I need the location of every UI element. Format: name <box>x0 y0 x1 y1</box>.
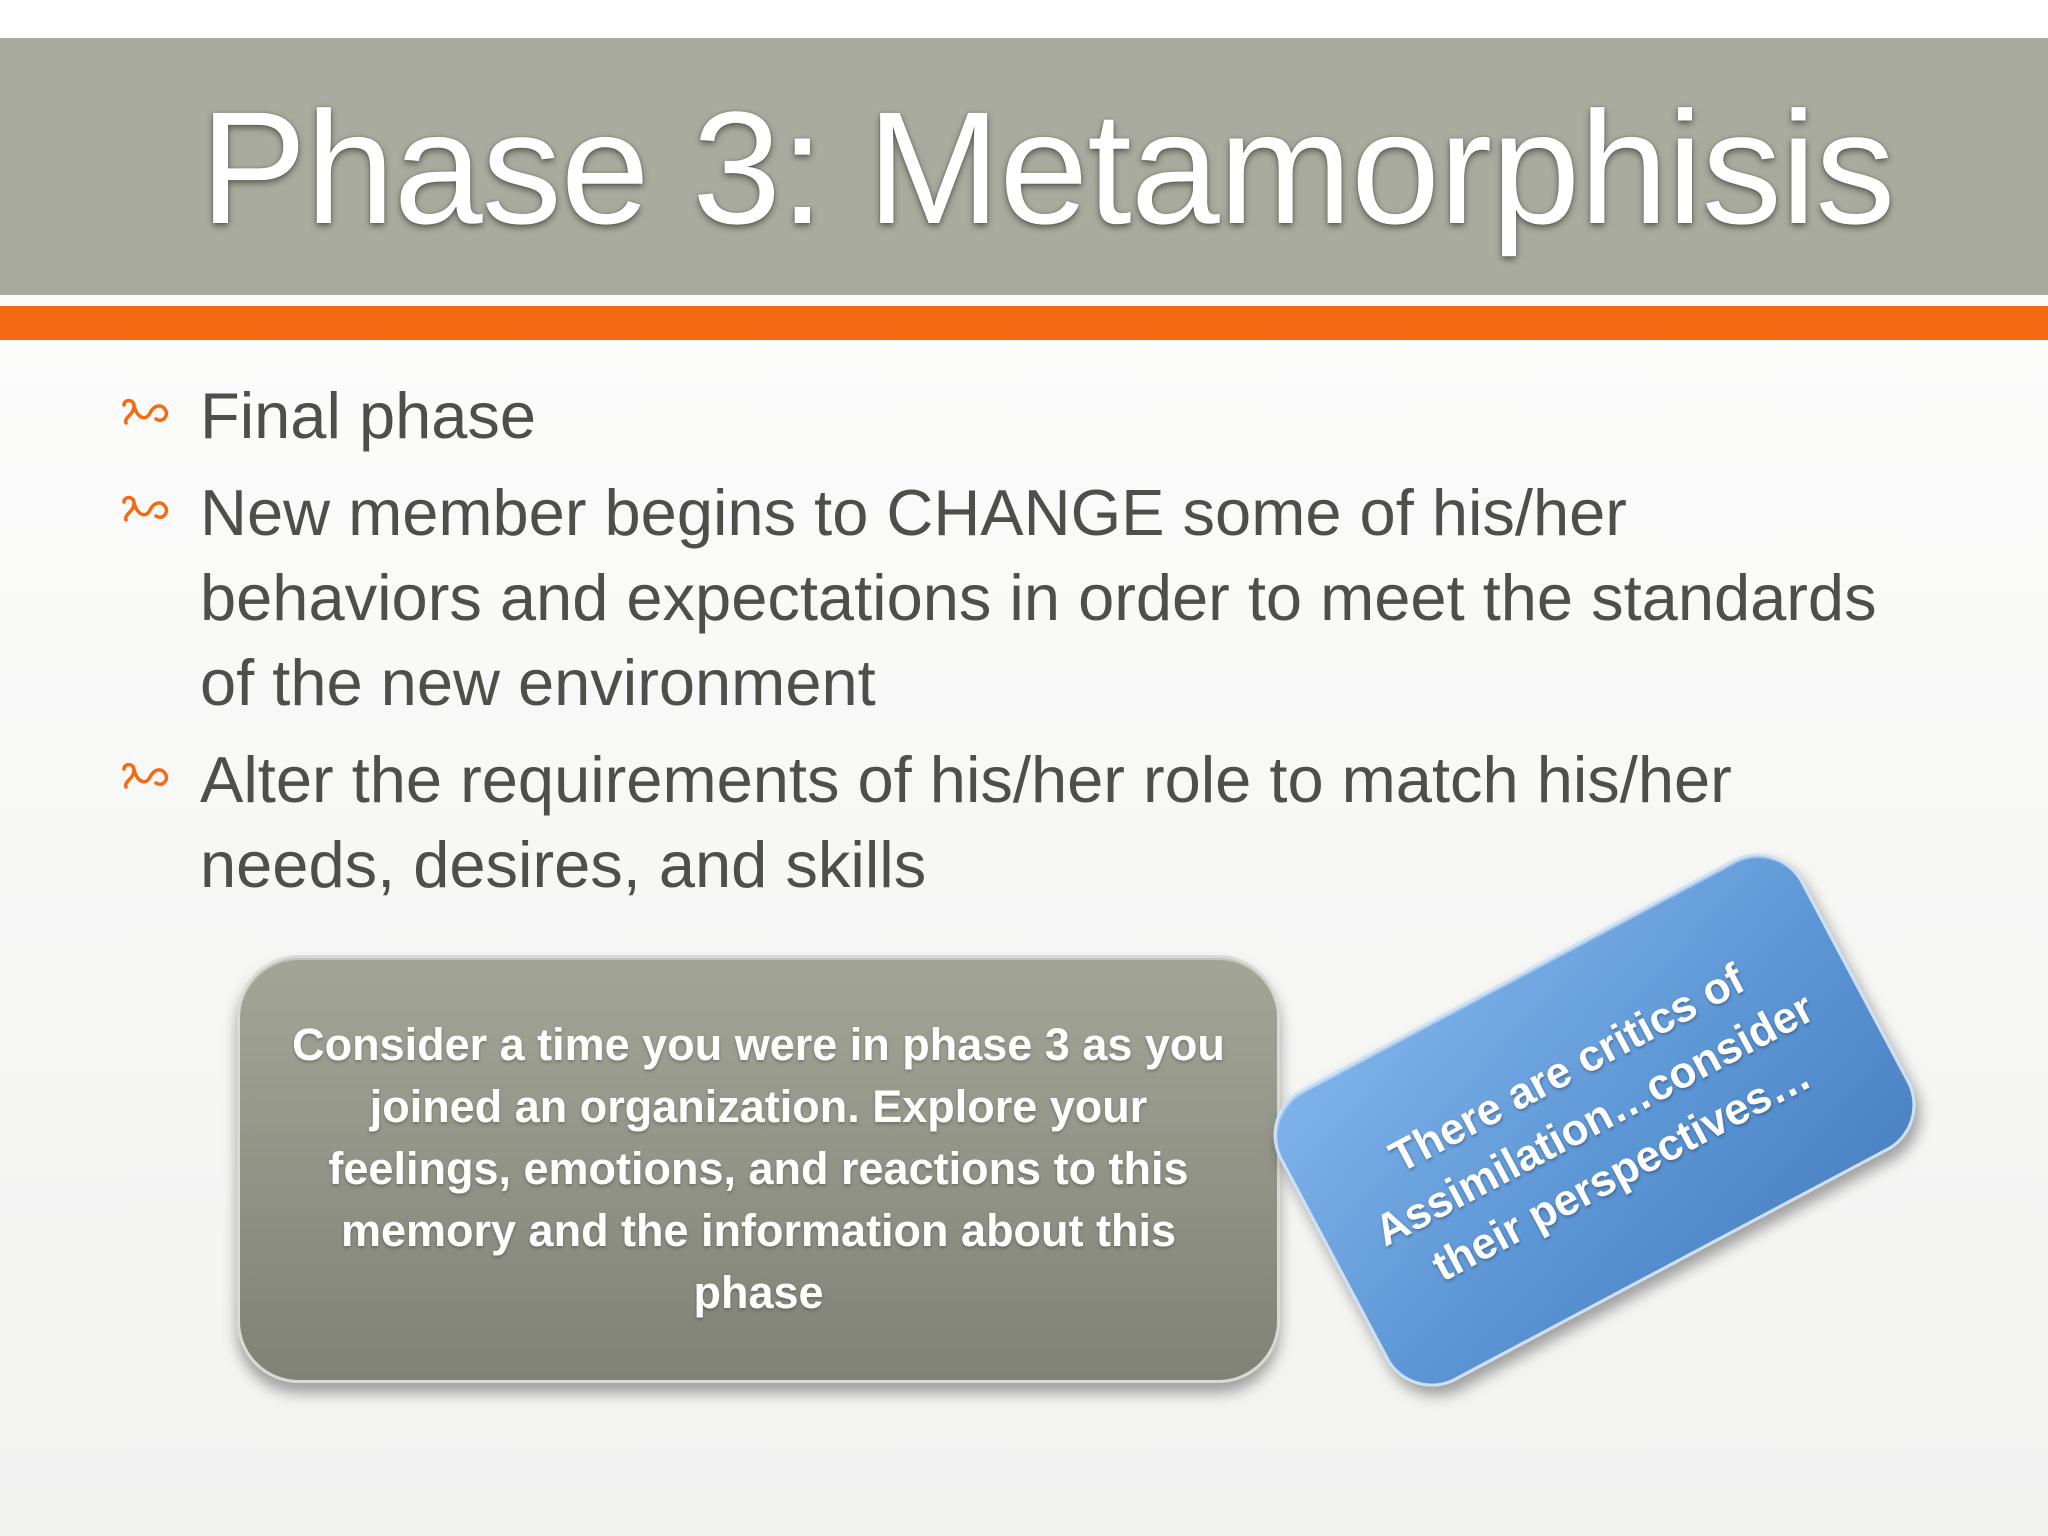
bullet-item <box>118 470 1878 725</box>
reflection-callout-text: Consider a time you were in phase 3 as you joined an organization. Explore your feelings, emotions, and reactions to this memory and the information about this phase <box>292 1019 1225 1318</box>
scroll-bullet-icon <box>120 761 170 791</box>
bullet-list <box>118 373 1878 919</box>
critics-callout <box>1255 835 1934 1405</box>
scroll-bullet-icon <box>120 397 170 427</box>
slide-title: Phase 3: Metamorphisis <box>200 78 1895 257</box>
scroll-bullet-icon <box>120 494 170 524</box>
bullet-text: Alter the requirements of his/her role to match his/her needs, desires, and skills <box>200 743 1732 901</box>
reflection-callout <box>237 955 1280 1383</box>
bullet-item <box>118 373 1878 458</box>
bullet-text: Final phase <box>200 379 537 452</box>
critics-callout-text: There are critics of Assimilation…consider their perspectives… <box>1366 954 1822 1292</box>
bullet-text: New member begins to CHANGE some of his/her behaviors and expectations in order to meet the standards of the new environment <box>200 476 1877 719</box>
bullet-item <box>118 737 1878 907</box>
accent-bar <box>0 306 2048 340</box>
